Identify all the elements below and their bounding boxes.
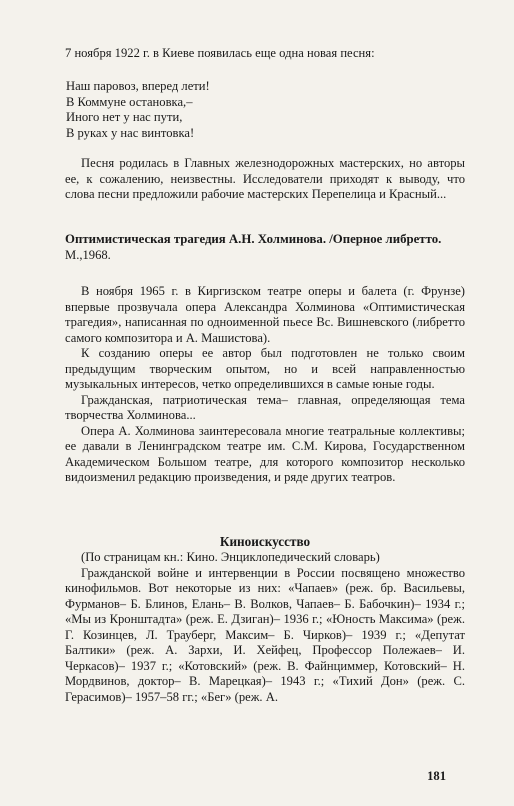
song-paragraph bbox=[65, 156, 465, 203]
page-number: 181 bbox=[427, 769, 446, 783]
opera-section bbox=[65, 284, 465, 486]
intro-text: 7 ноября 1922 г. в Киеве появилась еще одна новая песня: bbox=[65, 46, 375, 60]
opera-paragraph: Опера А. Холминова заинтересовала многие театральные коллективы; ее давали в Ленинградском театре им. С.М. Кирова, Государственном Академическом Большом театре, для которого композитор несколько видоизменил редакцию произведения, и ряде других театров. bbox=[65, 423, 465, 484]
poem-line: В руках у нас винтовка! bbox=[66, 125, 195, 140]
cinema-paragraph: Гражданской войне и интервенции в России посвящено множество кинофильмов. Вот некоторые из них: «Чапаев» (реж. бр. Васильевы, Фурманов– Б. Блинов, Елань– В. Волков, Чапаев– Б. Бабочкин)– 1934 г.; «Мы из Кронштадта» (реж. Е. Дзиган)– 1936 г.; «Юность Максима» (реж. Г. Козинцев, Л. Трауберг, Максим– Б. Чирков)– 1939 г.; «Депутат Балтики» (реж. А. Зархи, И. Хейфец, Профессор Полежаев– И. Черкасов)– 1937 г.; «Котовский» (реж. В. Файнциммер, Котовский– Н. Мордвинов, доктор– В. Марецкая)– 1943 г.; «Тихий Дон» (реж. С. Герасимов)– 1957–58 гг.; «Бег» (реж. А. bbox=[65, 565, 465, 704]
poem-line: В Коммуне остановка,– bbox=[66, 94, 193, 109]
song-paragraph-text: Песня родилась в Главных железнодорожных мастерских, но авторы ее, к сожалению, неизвестны. Исследователи приходят к выводу, что слова песни предложили рабочие мастерских Перепелица и Красный... bbox=[65, 156, 465, 201]
section-title: Киноискусство bbox=[219, 534, 311, 549]
cinema-section bbox=[65, 534, 465, 705]
book-entry bbox=[65, 232, 465, 263]
opera-paragraph: Гражданская, патриотическая тема– главная, определяющая тема творчества Холминова... bbox=[65, 392, 465, 422]
intro-line bbox=[65, 46, 465, 62]
cinema-source-line: (По страницам кн.: Кино. Энциклопедический словарь) bbox=[81, 550, 380, 564]
poem-line: Иного нет у нас пути, bbox=[66, 110, 183, 124]
song-poem bbox=[65, 79, 465, 141]
book-title: Оптимистическая трагедия А.Н. Холминова. /Оперное либретто. bbox=[65, 232, 442, 246]
opera-paragraph: К созданию оперы ее автор был подготовлен не только своим предыдущим творческим опытом, но и всей направленностью музыкальных интересов, четко определившихся в самые юные годы. bbox=[65, 346, 465, 391]
opera-paragraph: В ноября 1965 г. в Киргизском театре оперы и балета (г. Фрунзе) впервые прозвучала опера Александра Холминова «Оптимистическая трагедия», написанная по одноименной пьесе Вс. Вишневского (либретто самого композитора и А. Машистова). bbox=[65, 284, 465, 345]
poem-line: Наш паровоз, вперед лети! bbox=[66, 79, 210, 93]
book-place: М.,1968. bbox=[65, 247, 111, 262]
